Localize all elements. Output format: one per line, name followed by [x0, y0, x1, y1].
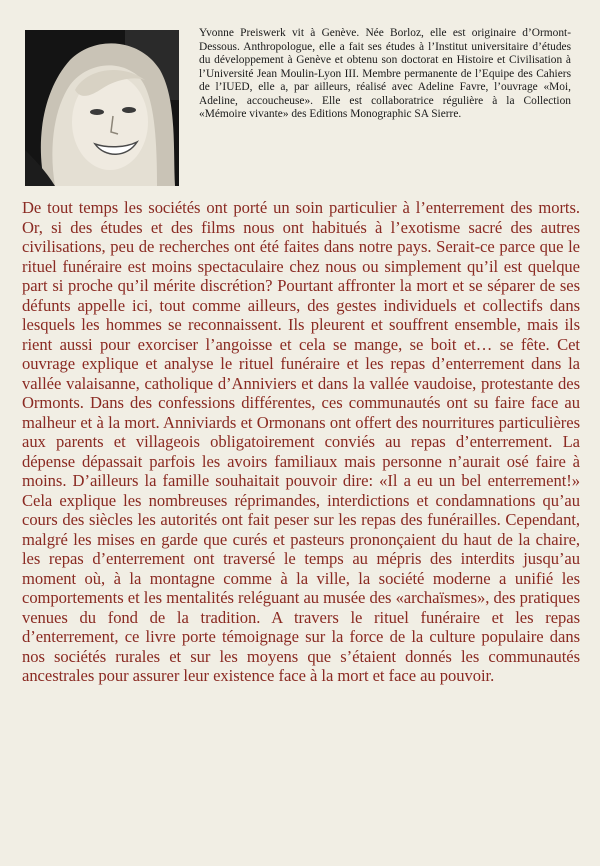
book-description: De tout temps les sociétés ont porté un soin particulier à l’enterrement des morts. Or, si des études et des films nous ont habitués à l’exotisme sacré des autres civilisations, peu de recherches ont été faites dans notre pays. Serait-ce parce que le rituel funéraire est moins spectaculaire chez nous ou simplement qu’il est quelque part si proche qu’il mérite discrétion? Pourtant affronter la mort et se séparer de ses défunts appelle ici, tout comme ailleurs, des gestes individuels et collectifs dans lesquels les hommes se reconnaissent. Ils pleurent et souffrent ensemble, mais ils rient aussi pour exorciser l’angoisse et cela se mange, se boit et… se fête. Cet ouvrage explique et analyse le rituel funéraire et les repas d’enterrement dans la vallée valaisanne, catholique d’Anniviers et dans la vallée vaudoise, protestante des Ormonts. Dans des confessions différentes, ces communautés ont su faire face au malheur et à la mort. Anniviards et Ormonans ont offert des nourritures particulières aux parents et villageois obligatoirement conviés au repas d’enterrement. La dépense dépassait parfois les avoirs familiaux mais personne n’aurait osé faire à moins. D’ailleurs la famille souhaitait pouvoir dire: «Il a eu un bel enterrement!» Cela explique les nombreuses réprimandes, interdictions et condamnations qu’au cours des siècles les autorités ont fait peser sur les repas des funérailles. Cependant, malgré les mises en garde que curés et pasteurs prononçaient du haut de la chaire, les repas d’enterrement ont traversé le temps au mépris des interdits jusqu’au moment où, à la montagne comme à la ville, la société moderne a unifié les comportements et les mentalités reléguant au musée des «archaïsmes», des pratiques venues du fond de la tradition. A travers le rituel funéraire et les repas d’enterrement, ce livre porte témoignage sur la force de la culture populaire dans nos sociétés rurales et sur les moyens que s’étaient donnés les communautés ancestrales pour assurer leur existence face à la mort et face au pouvoir. [22, 198, 580, 686]
author-photo [25, 30, 179, 186]
author-portrait-image [25, 30, 179, 186]
author-bio: Yvonne Preiswerk vit à Genève. Née Borloz, elle est originaire d’Ormont-Dessous. Anthropologue, elle a fait ses études à l’Institut universitaire d’études du développement à Genève et obtenu son doctorat en Histoire et Civilisation à l’Université Jean Moulin-Lyon III. Membre permanente de l’Equipe des Cahiers de l’IUED, elle a, par ailleurs, réalisé avec Adeline Favre, l’ouvrage «Moi, Adeline, accoucheuse». Elle est collaboratrice régulière à la Collection «Mémoire vivante» des Editions Monographic SA Sierre. [199, 27, 571, 120]
